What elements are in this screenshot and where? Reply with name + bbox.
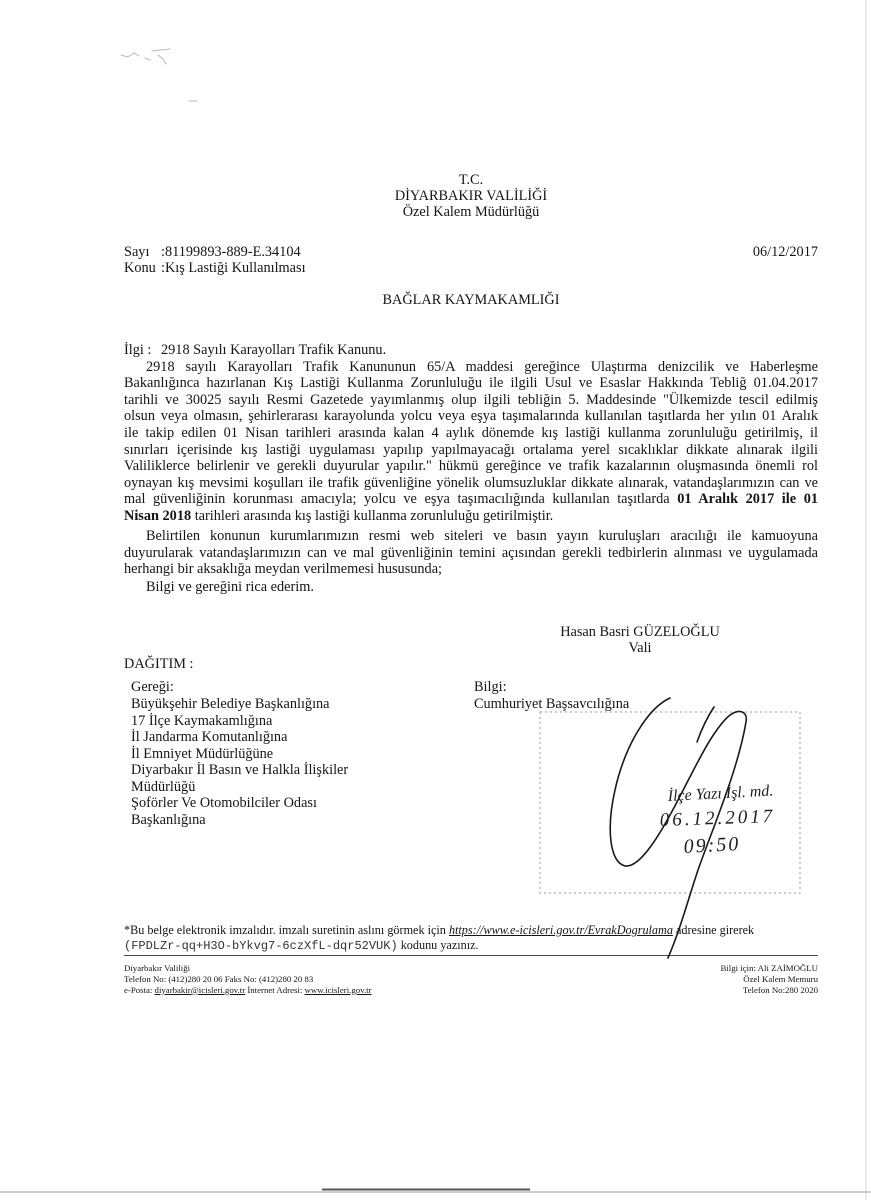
body-line: ile takip edilen 01 Nisan tarihleri arasında kalan 4 aylık dönemde kış lastiği kullanma zorunluluğu getirilmiş, il	[124, 424, 818, 441]
closing-line: Bilgi ve gereğini rica ederim.	[146, 578, 314, 595]
distribution-action-list	[131, 679, 348, 828]
related-reference-value: 2918 Sayılı Karayolları Trafik Kanunu.	[161, 342, 387, 358]
paragraph-1	[124, 359, 818, 525]
reference-number-row	[124, 244, 306, 260]
pencil-mark	[121, 53, 139, 57]
distribution-info-list	[474, 679, 629, 713]
body-line	[124, 491, 818, 508]
letterhead-state: T.C.	[458, 172, 484, 188]
footer-website-link[interactable]: www.icisleri.gov.tr	[304, 984, 372, 995]
footer-email-label: e-Posta:	[124, 984, 155, 995]
letter-body	[124, 342, 818, 595]
distribution-info-label: Bilgi:	[474, 679, 507, 695]
related-reference	[124, 342, 818, 359]
footer-phone: Telefon No: (412)280 20 06 Faks No: (412)280 20 83	[124, 973, 314, 984]
verification-prefix: *Bu belge elektronik imzalıdır. imzalı suretinin aslını görmek için	[124, 923, 449, 937]
receipt-note-date: 06.12.2017	[659, 805, 776, 831]
subject-label: Konu	[124, 260, 156, 276]
subject-row	[124, 260, 306, 276]
addressee: BAĞLAR KAYMAKAMLIĞI	[382, 292, 560, 308]
body-line-text: tarihleri arasında kış lastiği kullanma zorunluluğu getirilmiştir.	[191, 507, 554, 524]
body-line: oynayan kış mevsimi koşulları ile trafik güvenliğine yönelik olumsuzluklar dikkate alınarak, vatandaşlarımızın can ve	[124, 474, 818, 491]
letterhead-institution: DİYARBAKIR VALİLİĞİ	[394, 188, 548, 205]
distribution-item: Diyarbakır İl Basın ve Halkla İlişkiler	[131, 762, 349, 778]
distribution-title: DAĞITIM :	[124, 656, 194, 672]
body-line	[124, 508, 818, 525]
handwritten-receipt-note	[659, 781, 775, 858]
verification-link[interactable]: https://www.e-icisleri.gov.tr/EvrakDogrulama	[448, 923, 673, 937]
footer-email-link[interactable]: diyarbakir@icisleri.gov.tr	[154, 984, 246, 995]
body-line: tarihli ve 30025 sayılı Resmi Gazetede yayımlanmış olup ilgili tebliğin 5. Maddesinde "Ülkemizde tescil edilmiş	[124, 391, 818, 408]
body-line: sınırları içerisinde kış lastiği uygulaması yapılıp yapılmayacağı ortalama yerel sıcaklıklar dikkate alınarak ilgili	[124, 441, 818, 458]
footer-contact-right	[721, 963, 819, 996]
body-line-text: mal güvenliğinin korunması amacıyla; yolcu ve eşya taşımacılığında kullanılan taşıtlarda	[124, 491, 678, 508]
letterhead-department: Özel Kalem Müdürlüğü	[402, 204, 540, 221]
footer-contact-phone: Telefon No:280 2020	[742, 984, 818, 995]
verification-code-line	[124, 938, 818, 954]
reference-number-label: Sayı	[124, 244, 150, 260]
distribution-item: Müdürlüğü	[131, 778, 196, 795]
footer-contact-role: Özel Kalem Memuru	[743, 973, 818, 984]
body-line: 2918 sayılı Karayolları Trafik Kanununun 65/A maddesi gereğince Ulaştırma denizcilik ve Haberleşme	[146, 358, 818, 375]
signature-stroke	[697, 707, 714, 742]
distribution-item: 17 İlçe Kaymakamlığına	[131, 712, 273, 729]
distribution-item: İl Jandarma Komutanlığına	[131, 729, 288, 745]
related-reference-label: İlgi :	[124, 342, 152, 358]
reference-number-value: :81199893-889-E.34104	[161, 244, 301, 260]
signatory-name: Hasan Basri GÜZELOĞLU	[560, 624, 720, 640]
footer-divider	[124, 955, 818, 956]
footer-contact-person: Bilgi için: Ali ZAİMOĞLU	[720, 962, 818, 973]
receipt-note-unit: İlçe Yazı İşl. md.	[667, 782, 774, 805]
body-line: olsun veya olmasın, şehirlerarası karayolunda yolcu veya eşya taşımalarında kullanılan taşıtlarda her yılın 01 Aralık	[124, 408, 818, 425]
distribution-action-label: Gereği:	[131, 679, 174, 695]
verification-code-suffix: kodunu yazınız.	[397, 938, 479, 952]
signatory-title: Vali	[628, 640, 652, 656]
body-line-bold-date: Nisan 2018	[124, 507, 192, 524]
body-line: duyurularak vatandaşlarımızın can ve mal güvenliğinin temini açısından gerekli tedbirlerin alınması ve uygulamada	[124, 544, 818, 561]
receipt-stamp-box	[540, 712, 800, 893]
distribution-item: Cumhuriyet Başsavcılığına	[474, 696, 630, 712]
footer-web-label: İnternet Adresi:	[245, 984, 305, 995]
subject-value: :Kış Lastiği Kullanılması	[161, 260, 306, 276]
pencil-marks	[121, 49, 197, 101]
body-line: Valiliklerce belirlenir ve gerekli duyurular yapılır." hükmü gereğince ve trafik kazalarının oluşmasında önemli rol	[124, 458, 818, 475]
distribution-item: Şoförler Ve Otomobilciler Odası	[131, 795, 317, 811]
body-line: Bakanlığınca hazırlanan Kış Lastiği Kullanma Zorunluluğu ile ilgili Usul ve Esaslar Hakkında Tebliğ 01.04.2017	[124, 375, 818, 392]
body-line: herhangi bir aksaklığa meydan verilmemesi hususunda;	[124, 561, 443, 578]
footer-office: Diyarbakır Valiliği	[124, 962, 191, 973]
distribution-item: Büyükşehir Belediye Başkanlığına	[131, 696, 330, 712]
signature-stroke	[610, 698, 746, 958]
footer-contact-left	[124, 963, 372, 996]
document-date: 06/12/2017	[752, 244, 818, 260]
body-line: Belirtilen konunun kurumlarımızın resmi web siteleri ve basın yayın kuruluşları aracılığı ile kamuoyuna	[146, 527, 818, 544]
document-meta	[124, 244, 306, 276]
signatory-block	[540, 624, 740, 656]
footer-web-row	[124, 985, 372, 996]
body-line-bold-date: 01 Aralık 2017 ile 01	[677, 491, 818, 508]
distribution-item: İl Emniyet Müdürlüğüne	[131, 745, 274, 762]
receipt-note-time: 09:50	[683, 833, 741, 858]
verification-line	[124, 923, 818, 938]
verification-suffix: adresine girerek	[672, 923, 755, 937]
letterhead	[124, 172, 818, 221]
pencil-mark	[145, 49, 170, 64]
e-signature-notice	[124, 923, 818, 954]
paragraph-2	[124, 528, 818, 578]
verification-code: (FPDLZr-qq+H3O-bYkvg7-6czXfL-dqr52VUK)	[124, 939, 398, 953]
handwritten-signature	[610, 698, 746, 958]
distribution-item: Başkanlığına	[131, 811, 206, 828]
